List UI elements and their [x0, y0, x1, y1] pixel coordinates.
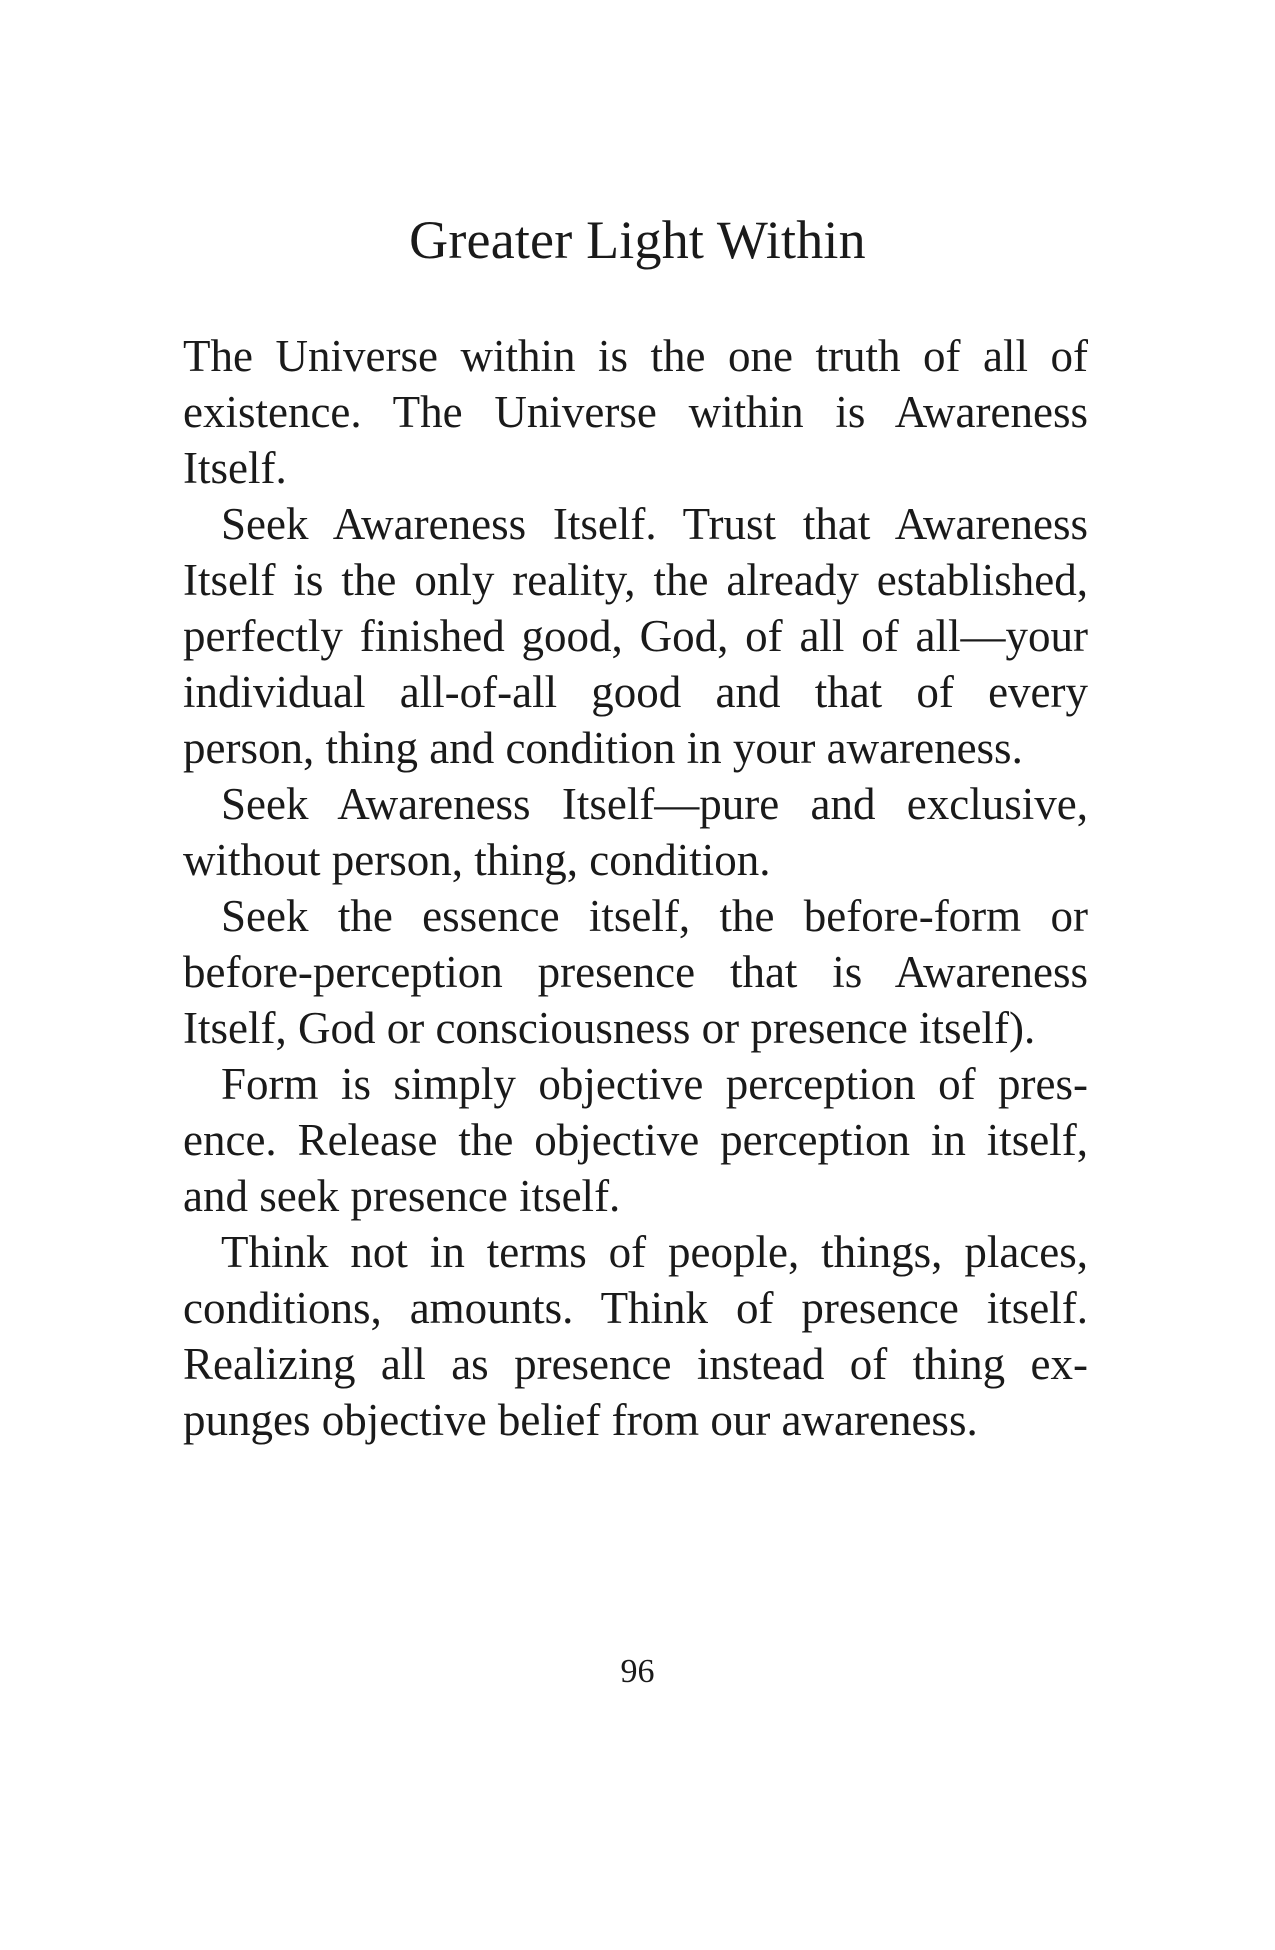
paragraph-4: Seek the essence itself, the before-form or before-perception presence that is Awareness Itself, God or consciousness or presence itself).	[183, 891, 1088, 1053]
page-number: 96	[620, 1653, 655, 1690]
paragraph-3: Seek Awareness Itself—pure and exclusive, without person, thing, condition.	[183, 779, 1088, 885]
paragraph-1: The Universe within is the one truth of all of existence. The Universe within is Awareness Itself.	[183, 331, 1088, 493]
paragraph-6: Think not in terms of people, things, places, conditions, amounts. Think of presence itself. Realizing all as presence instead of thing expunges objective belief from our awareness.	[183, 1227, 1088, 1445]
paragraph-2: Seek Awareness Itself. Trust that Awareness Itself is the only reality, the already established, perfectly finished good, God, of all of all—your individual all-of-all good and that of every person, thing and condition in your awareness.	[183, 499, 1088, 773]
chapter-title: Greater Light Within	[409, 210, 866, 270]
paragraph-5: Form is simply objective perception of presence. Release the objective perception in itself, and seek presence itself.	[183, 1059, 1088, 1221]
body-text	[183, 328, 1088, 1448]
